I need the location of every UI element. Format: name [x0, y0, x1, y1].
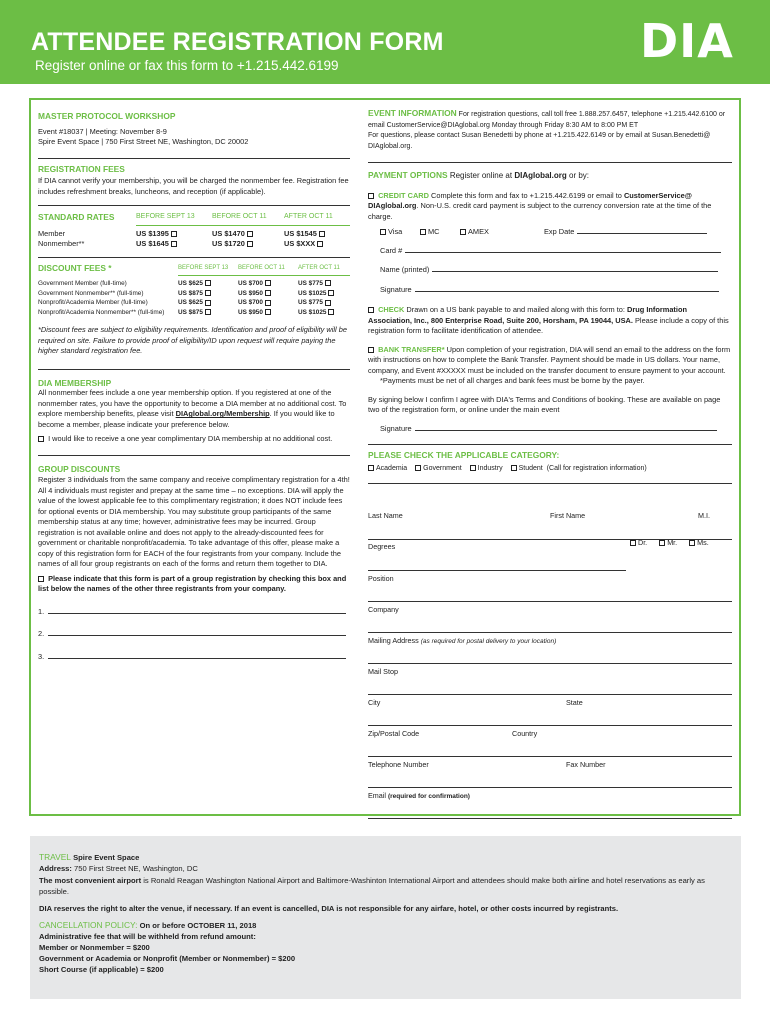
check-checkbox[interactable] — [368, 307, 374, 313]
category-label: Government — [423, 464, 462, 472]
email-label: Email — [368, 791, 386, 800]
category-row — [368, 464, 732, 475]
disc-row — [38, 289, 350, 299]
mailing-address-field[interactable] — [368, 633, 732, 664]
card-types — [368, 227, 732, 238]
mail-stop-field[interactable] — [368, 664, 732, 695]
travel-title: TRAVEL — [39, 852, 71, 862]
card-type-label: AMEX — [468, 227, 489, 236]
travel-section — [30, 836, 741, 999]
checkbox[interactable] — [265, 300, 271, 306]
group-line[interactable] — [38, 607, 350, 618]
disc-price: US $875 — [178, 289, 203, 297]
membership-text-2: . If you would like to become a member, please indicate your preference below. — [38, 409, 335, 429]
workshop-title: MASTER PROTOCOL WORKSHOP — [38, 111, 176, 121]
position-field[interactable] — [368, 571, 732, 602]
disc-col-2: BEFORE OCT 11 — [238, 264, 285, 271]
checkbox[interactable] — [205, 290, 211, 296]
exp-date-field[interactable] — [577, 233, 707, 234]
discount-fees-title: DISCOUNT FEES * — [38, 262, 112, 273]
disc-label: Government Member (full-time) — [38, 280, 127, 287]
mc-checkbox[interactable] — [420, 229, 426, 235]
category-title: PLEASE CHECK THE APPLICABLE CATEGORY: — [368, 450, 560, 460]
membership-checkbox-label: I would like to receive a one year complimentary DIA membership at no additional cost. — [48, 434, 333, 444]
reg-fees-title: REGISTRATION FEES — [38, 163, 125, 174]
zip-country-field[interactable] — [368, 726, 732, 757]
email-note: (required for confirmation) — [387, 793, 470, 800]
checkbox[interactable] — [205, 309, 211, 315]
disc-price: US $775 — [298, 299, 323, 307]
mailing-label: Mailing Address — [368, 636, 419, 645]
mr-checkbox[interactable] — [659, 540, 665, 546]
airport-label: The most convenient airport — [39, 876, 142, 885]
company-label: Company — [368, 605, 399, 614]
degrees-label: Degrees — [368, 542, 396, 551]
mr-label: Mr. — [667, 538, 678, 547]
mailing-note: (as required for postal delivery to your location) — [420, 638, 557, 645]
disc-row — [38, 298, 350, 308]
cancellation-title: CANCELLATION POLICY: — [39, 920, 138, 930]
disc-price: US $700 — [238, 299, 263, 307]
confirm-text: By signing below I confirm I agree with DIA's Terms and Conditions of booking. These are available on page two of the registration form, or online under the main event — [368, 394, 721, 414]
membership-title: DIA MEMBERSHIP — [38, 377, 112, 388]
disc-price: US $775 — [298, 280, 323, 287]
bank-transfer-text: Upon completion of your registration, DIA will send an email to the address on the form with instructions on how to complete the Bank Transfer. Payment should be made in US dollars. Your name, company, and Event #XXXXX must be included on the transfer document to ensure payment to your account. — [368, 344, 731, 375]
bank-transfer-section — [368, 345, 732, 377]
signature-label: Signature — [380, 284, 412, 294]
bank-transfer-label: BANK TRANSFER* — [378, 344, 445, 354]
first-name-label: First Name — [550, 511, 586, 520]
disc-price: US $700 — [238, 280, 263, 287]
name-printed-field[interactable] — [432, 271, 718, 272]
email-field[interactable] — [368, 788, 732, 819]
name-printed-label: Name (printed) — [380, 265, 430, 274]
city-label: City — [368, 698, 381, 707]
checkbox[interactable] — [325, 300, 331, 306]
std-price: US $1395 — [136, 228, 169, 238]
fax-label: Fax Number — [566, 760, 606, 769]
std-col-1: BEFORE SEPT 13 — [136, 213, 195, 220]
academia-checkbox[interactable] — [368, 465, 374, 471]
payment-intro: Register online at — [449, 171, 513, 180]
form-subtitle: Register online or fax this form to +1.215.442.6199 — [35, 58, 339, 73]
membership-link[interactable]: DIAglobal.org/Membership — [175, 409, 270, 419]
std-price: US $1645 — [136, 239, 169, 248]
credit-card-label: CREDIT CARD — [378, 190, 429, 200]
city-state-field[interactable] — [368, 695, 732, 726]
form-title: ATTENDEE REGISTRATION FORM — [31, 28, 444, 56]
membership-text — [38, 388, 350, 430]
cancellation-line: Government or Academia or Nonprofit (Member or Nonmember) = $200 — [39, 954, 296, 963]
header-banner — [0, 0, 770, 84]
disc-price: US $950 — [238, 289, 263, 297]
cancellation-line: Administrative fee that will be withheld from refund amount: — [39, 932, 256, 941]
signature-field[interactable] — [415, 291, 719, 292]
phone-fax-field[interactable] — [368, 757, 732, 788]
checkbox[interactable] — [328, 309, 334, 315]
payment-title: PAYMENT OPTIONS — [368, 170, 448, 180]
group-line-num: 2. — [38, 629, 45, 639]
group-title: GROUP DISCOUNTS — [38, 463, 121, 474]
std-col-2: BEFORE OCT 11 — [212, 213, 267, 220]
credit-card-section — [368, 191, 732, 223]
amex-checkbox[interactable] — [460, 229, 466, 235]
disc-label: Government Nonmember** (full-time) — [38, 289, 144, 297]
bank-transfer-checkbox[interactable] — [368, 347, 374, 353]
disc-row — [38, 279, 350, 289]
group-text: Register 3 individuals from the same company and receive complimentary registration for a 4th! All 4 individuals must register and prepay at the same time – no exceptions. DIA will apply the value of the lowest applicable fee to this complimentary registration; it does NOT include fees for optional events or DIA membership. You may substitute group participants of the same membership status at any time; however, administrative fees may be incurred. Group registration is not available online and does not apply to the already-discounted fees for government or charitable nonprofit/academia. To take advantage of this offer, please make a copy of this registration form for EACH of the four registrants from your company. Include the names of all four group registrants on each of the forms and return them together to DIA. — [38, 475, 350, 569]
group-line[interactable] — [38, 652, 350, 663]
cancellation-line: Member or Nonmember = $200 — [39, 943, 150, 952]
visa-checkbox[interactable] — [380, 229, 386, 235]
position-label: Position — [368, 574, 394, 583]
std-row-nonmember — [38, 239, 350, 250]
discount-table — [38, 279, 350, 317]
signature-row — [368, 285, 732, 296]
card-number-label: Card # — [380, 245, 403, 255]
dr-label: Dr. — [638, 538, 648, 547]
reg-fees-text: If DIA cannot verify your membership, you will be charged the nonmember fee. Registration fee includes refreshment breaks, luncheons, and reception (if applicable). — [38, 176, 349, 196]
std-row-label: Nonmember** — [38, 239, 85, 248]
card-number-row — [368, 246, 732, 257]
category-note: (Call for registration information) — [546, 464, 647, 472]
event-line: Event #18037 | Meeting: November 8-9 — [38, 126, 167, 136]
group-line-num: 3. — [38, 651, 45, 661]
reserve-notice: DIA reserves the right to alter the venue, if necessary. If an event is cancelled, DIA is not responsible for any airfare, hotel, or other costs incurred by registrants. — [39, 904, 619, 913]
std-price: US $1545 — [284, 228, 317, 238]
last-name-label: Last Name — [368, 511, 403, 520]
check-label: CHECK — [378, 305, 405, 314]
card-number-field[interactable] — [405, 252, 721, 253]
name-printed-row — [368, 265, 732, 276]
checkbox[interactable] — [171, 231, 177, 237]
checkbox[interactable] — [328, 290, 334, 296]
country-label: Country — [512, 729, 538, 738]
dia-logo: DIA — [640, 14, 734, 68]
std-row-label: Member — [38, 228, 66, 238]
event-info — [368, 108, 732, 131]
signature2-row — [368, 424, 732, 435]
attendee-fields — [368, 509, 732, 819]
check-text-2: Please include a copy of this registration form to facilitate identification of attendee. — [368, 315, 729, 335]
payment-options — [368, 170, 732, 182]
mi-label: M.I. — [698, 511, 710, 520]
company-field[interactable] — [368, 602, 732, 633]
card-type-label: Visa — [388, 227, 403, 236]
left-column — [38, 108, 350, 662]
right-column — [368, 108, 732, 484]
cancellation-line: Short Course (if applicable) = $200 — [39, 965, 164, 974]
category-label: Academia — [376, 464, 408, 472]
membership-option[interactable] — [38, 434, 350, 445]
disc-price: US $875 — [178, 308, 203, 316]
bank-note: *Payments must be net of all charges and bank fees must be borne by the payer. — [380, 376, 645, 385]
credit-card-text-2: . Non-U.S. credit card payment is subject to the currency conversion rate at the time of the charge. — [368, 201, 712, 221]
cancellation-date: On or before OCTOBER 11, 2018 — [139, 921, 257, 930]
std-price: US $XXX — [284, 239, 316, 248]
checkbox[interactable] — [265, 280, 271, 286]
travel-address: 750 First Street NE, Washington, DC — [74, 864, 198, 873]
group-option[interactable] — [38, 574, 350, 595]
disc-label: Nonprofit/Academia Nonmember** (full-time) — [38, 308, 165, 316]
group-checkbox[interactable] — [38, 576, 44, 582]
disc-price: US $625 — [178, 299, 203, 307]
checkbox[interactable] — [325, 280, 331, 286]
checkbox[interactable] — [265, 290, 271, 296]
disc-price: US $1025 — [298, 308, 327, 316]
check-address: Drug Information Association, Inc., 800 Enterprise Road, Suite 200, Horsham, PA 19044, USA. — [368, 305, 687, 325]
checkbox[interactable] — [247, 241, 253, 247]
credit-card-checkbox[interactable] — [368, 193, 374, 199]
airport-text: is Ronald Reagan Washington National Airport and Baltimore-Washinton International Airport and attendees should make both airline and hotel reservations as early as possible. — [39, 876, 705, 896]
check-text: Drawn on a US bank payable to and mailed along with this form to: — [406, 305, 625, 314]
dr-checkbox[interactable] — [630, 540, 636, 546]
checkbox[interactable] — [265, 309, 271, 315]
checkbox[interactable] — [171, 241, 177, 247]
degrees-field[interactable] — [368, 540, 626, 571]
standard-rates-title: STANDARD RATES — [38, 212, 115, 222]
discount-note: *Discount fees are subject to eligibility requirements. Identification and proof of eligibility will be required on site. Failure to provide proof of eligibility/ID upon request will require paying the higher standard registration fee. — [38, 325, 347, 356]
payment-tail: or by: — [569, 171, 590, 180]
name-field[interactable] — [368, 509, 732, 540]
card-type-label: MC — [428, 227, 440, 236]
group-line-num: 1. — [38, 606, 45, 616]
checkbox[interactable] — [205, 280, 211, 286]
checkbox[interactable] — [317, 241, 323, 247]
signature2-label: Signature — [380, 423, 412, 433]
signature2-field[interactable] — [415, 430, 717, 431]
disc-col-3: AFTER OCT 11 — [298, 264, 340, 271]
venue-line: Spire Event Space | 750 First Street NE, Washington, DC 20002 — [38, 137, 249, 146]
payment-site-link[interactable]: DIAglobal.org — [514, 171, 567, 180]
group-checkbox-label: Please indicate that this form is part of a group registration by checking this box and list below the names of the other three registrants from your company. — [38, 573, 347, 594]
category-label: Industry — [477, 464, 503, 472]
event-info-contact: For questions, please contact Susan Benedetti by phone at +1.215.422.6149 or by email at Susan.Benedetti@ DIAglobal.org. — [368, 132, 711, 150]
check-section — [368, 305, 732, 337]
checkbox[interactable] — [205, 300, 211, 306]
zip-label: Zip/Postal Code — [368, 729, 420, 738]
event-info-text: For registration questions, call toll free 1.888.257.6457, telephone +1.215.442.6100 or email CustomerService@DIAglobal.org Monday through Friday 8:30 AM to 8:00 PM ET — [368, 111, 726, 129]
event-info-title: EVENT INFORMATION — [368, 108, 457, 118]
disc-price: US $950 — [238, 308, 263, 316]
disc-row — [38, 308, 350, 318]
venue-name: Spire Event Space — [73, 853, 140, 862]
student-checkbox[interactable] — [511, 465, 517, 471]
government-checkbox[interactable] — [415, 465, 421, 471]
degrees-row — [368, 540, 732, 571]
disc-price: US $625 — [178, 280, 203, 287]
disc-label: Nonprofit/Academia Member (full-time) — [38, 299, 148, 307]
telephone-label: Telephone Number — [368, 760, 429, 769]
ms-label: Ms. — [697, 538, 709, 547]
std-col-3: AFTER OCT 11 — [284, 213, 333, 220]
address-label: Address: — [39, 864, 72, 873]
ms-checkbox[interactable] — [689, 540, 695, 546]
std-row-member — [38, 229, 350, 240]
credit-card-text: Complete this form and fax to +1.215.442.6199 or email to — [431, 190, 622, 200]
checkbox[interactable] — [319, 231, 325, 237]
state-label: State — [566, 698, 583, 707]
group-line[interactable] — [38, 629, 350, 640]
std-price: US $1720 — [212, 239, 245, 248]
std-price: US $1470 — [212, 228, 245, 238]
exp-date-label: Exp Date — [544, 227, 575, 236]
disc-col-1: BEFORE SEPT 13 — [178, 264, 229, 271]
membership-checkbox[interactable] — [38, 436, 44, 442]
credit-card-email[interactable]: CustomerService@ DIAglobal.org — [368, 190, 692, 210]
checkbox[interactable] — [247, 231, 253, 237]
category-label: Student — [518, 464, 543, 472]
membership-text-1: All nonmember fees include a one year membership option. If you registered at one of the nonmember rates, you have the opportunity to become a DIA member at no additional cost. To explore membership benefits, please visit — [38, 388, 347, 419]
industry-checkbox[interactable] — [470, 465, 476, 471]
disc-price: US $1025 — [298, 289, 327, 297]
mail-stop-label: Mail Stop — [368, 667, 398, 676]
